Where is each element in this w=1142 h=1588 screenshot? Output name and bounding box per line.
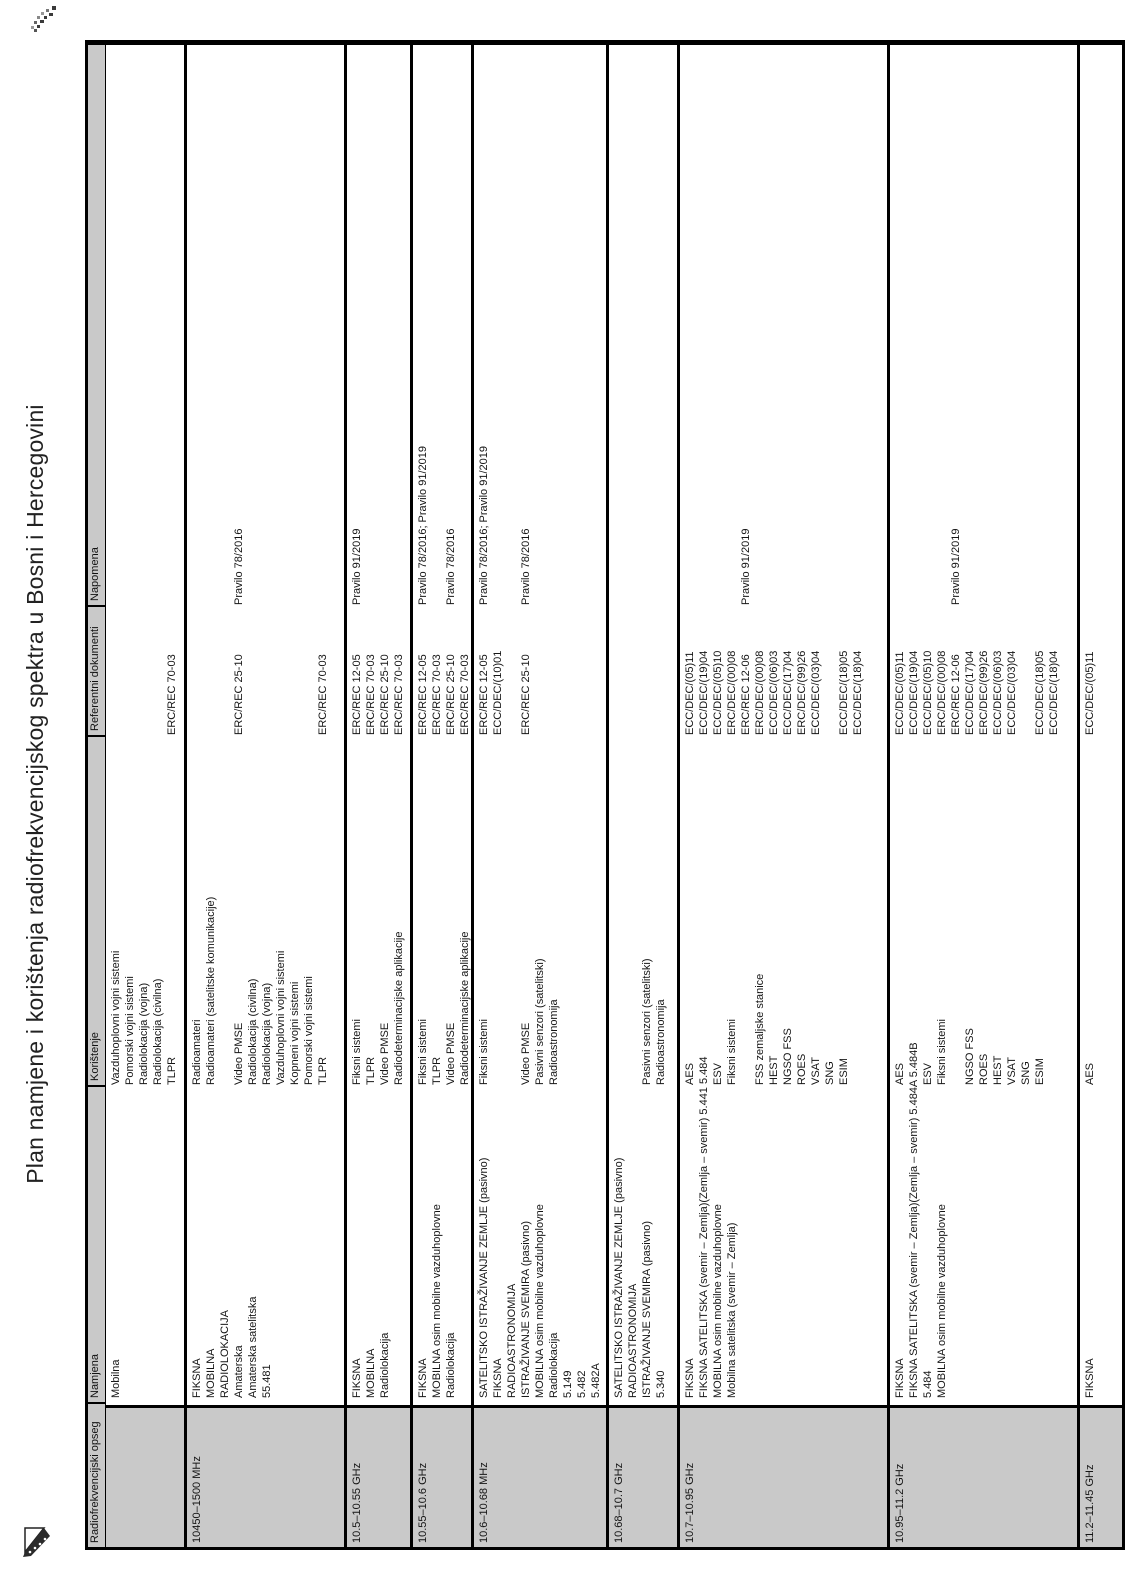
referentni-line: ERC/REC 12-05 bbox=[478, 654, 490, 735]
referentni-line: ERC/DEC/(99)26 bbox=[796, 650, 808, 735]
koristenje-line: FSS zemaljske stanice bbox=[754, 973, 766, 1085]
namjena-line: 5.482 bbox=[576, 1370, 588, 1398]
napomena-line bbox=[907, 45, 921, 605]
table-row bbox=[677, 45, 887, 1547]
referentni-line bbox=[302, 605, 316, 735]
table-row bbox=[106, 45, 184, 1547]
referentni-line bbox=[246, 605, 260, 735]
napomena-line: Pravilo 78/2016 bbox=[233, 528, 245, 605]
koristenje-line: Video PMSE bbox=[445, 1022, 457, 1085]
napomena-line bbox=[491, 45, 505, 605]
napomena-line bbox=[505, 45, 519, 605]
koristenje-line: Radioamateri (satelitske komunikacije) bbox=[205, 896, 217, 1085]
napomena-line bbox=[218, 45, 232, 605]
namjena-line: FIKSNA bbox=[492, 1358, 504, 1398]
referentni-line: ECC/DEC/(03)04 bbox=[810, 650, 822, 735]
referentni-line bbox=[274, 605, 288, 735]
table-row bbox=[1077, 45, 1122, 1547]
koristenje-cell bbox=[1080, 735, 1122, 1085]
koristenje-line bbox=[697, 735, 711, 1085]
koristenje-line: Video PMSE bbox=[520, 1022, 532, 1085]
koristenje-line: Fiksni sistemi bbox=[936, 1018, 948, 1085]
referentni-cell bbox=[347, 605, 410, 735]
napomena-line bbox=[725, 45, 739, 605]
referentni-line bbox=[109, 605, 123, 735]
koristenje-line: TLPR bbox=[317, 1056, 329, 1085]
namjena-cell bbox=[609, 1085, 677, 1398]
koristenje-line bbox=[626, 735, 640, 1085]
referentni-line: ERC/REC 12-06 bbox=[740, 654, 752, 735]
referentni-cell bbox=[1080, 605, 1122, 735]
referentni-line: ECC/DEC/(19)04 bbox=[698, 650, 710, 735]
referentni-cell bbox=[413, 605, 471, 735]
namjena-line: 5.484 bbox=[922, 1370, 934, 1398]
koristenje-cell bbox=[474, 735, 606, 1085]
namjena-line: ISTRAŽIVANJE SVEMIRA (pasivno) bbox=[520, 1220, 532, 1398]
koristenje-line: Kopneni vojni sistemi bbox=[289, 981, 301, 1085]
namjena-line: 5.482A bbox=[590, 1363, 602, 1398]
table-header-row bbox=[88, 45, 106, 1547]
header-referentni-column: Referentni dokumenti bbox=[88, 605, 105, 735]
namjena-cell bbox=[347, 1085, 410, 1398]
koristenje-line: ESV bbox=[922, 1062, 934, 1085]
namjena-line: FIKSNA bbox=[351, 1358, 363, 1398]
koristenje-line: Radioastronomija bbox=[548, 999, 560, 1085]
referentni-line: ECC/DEC/(03)04 bbox=[1006, 650, 1018, 735]
koristenje-line: Radioastronomija bbox=[655, 999, 667, 1085]
referentni-cell bbox=[474, 605, 606, 735]
namjena-line: Amaterska bbox=[233, 1345, 245, 1398]
koristenje-line: ESIM bbox=[838, 1058, 850, 1085]
band-cell bbox=[106, 1405, 184, 1547]
napomena-cell bbox=[474, 45, 606, 605]
namjena-line: 55.481 bbox=[261, 1364, 273, 1398]
koristenje-line: Vazduhoplovni vojni sistemi bbox=[110, 950, 122, 1085]
referentni-line: ECC/DEC/(05)10 bbox=[712, 650, 724, 735]
koristenje-line: ESV bbox=[712, 1062, 724, 1085]
namjena-line: MOBILNA osim mobilne vazduhoplovne bbox=[936, 1204, 948, 1398]
koristenje-line: Radioamateri bbox=[191, 1019, 203, 1085]
referentni-line bbox=[123, 605, 137, 735]
band-label bbox=[109, 1408, 123, 1543]
band-label: 10.68–10.7 GHz bbox=[613, 1462, 625, 1543]
namjena-line: FIKSNA SATELITSKA (svemir – Zemlja)(Zemlja – svemir) 5.441 5.484 bbox=[698, 1056, 710, 1398]
referentni-line: ECC/DEC/(18)05 bbox=[838, 650, 850, 735]
koristenje-line: AES bbox=[1084, 1062, 1096, 1085]
band-cell bbox=[890, 1405, 1077, 1547]
namjena-line: MOBILNA osim mobilne vazduhoplovne bbox=[712, 1204, 724, 1398]
table-body bbox=[106, 45, 1122, 1547]
referentni-cell bbox=[106, 605, 184, 735]
referentni-line: ECC/DEC/(05)11 bbox=[894, 651, 906, 735]
napomena-cell bbox=[413, 45, 471, 605]
napomena-cell bbox=[609, 45, 677, 605]
koristenje-line: HEST bbox=[768, 1055, 780, 1085]
koristenje-line: Radiolokacija (civilna) bbox=[152, 978, 164, 1085]
namjena-line: ISTRAŽIVANJE SVEMIRA (pasivno) bbox=[641, 1220, 653, 1398]
referentni-line bbox=[823, 605, 837, 735]
namjena-line: FIKSNA bbox=[684, 1358, 696, 1398]
napomena-cell bbox=[680, 45, 887, 605]
band-cell bbox=[347, 1405, 410, 1547]
referentni-line: ECC/DEC/(18)04 bbox=[1048, 650, 1060, 735]
referentni-line: ERC/REC 25-10 bbox=[233, 654, 245, 735]
referentni-line: ERC/DEC/(00)08 bbox=[726, 650, 738, 735]
napomena-line bbox=[683, 45, 697, 605]
header-koristenje-column: Korištenje bbox=[88, 735, 105, 1085]
referentni-cell bbox=[890, 605, 1077, 735]
koristenje-line: Fiksni sistemi bbox=[726, 1018, 738, 1085]
namjena-line: Mobilna bbox=[110, 1359, 122, 1398]
koristenje-cell bbox=[890, 735, 1077, 1085]
napomena-line bbox=[893, 45, 907, 605]
table-row bbox=[471, 45, 606, 1547]
koristenje-line bbox=[505, 735, 519, 1085]
referentni-line bbox=[260, 605, 274, 735]
referentni-line: ECC/DEC/(10)01 bbox=[492, 650, 504, 735]
referentni-line: ERC/REC 70-03 bbox=[166, 654, 178, 735]
koristenje-cell bbox=[187, 735, 344, 1085]
referentni-line bbox=[288, 605, 302, 735]
koristenje-line: NGSO FSS bbox=[964, 1028, 976, 1085]
koristenje-line bbox=[907, 735, 921, 1085]
napomena-line bbox=[190, 45, 204, 605]
referentni-line bbox=[151, 605, 165, 735]
napomena-line bbox=[935, 45, 949, 605]
koristenje-line: ROES bbox=[978, 1053, 990, 1085]
napomena-cell bbox=[187, 45, 344, 605]
napomena-line: Pravilo 91/2019 bbox=[351, 528, 363, 605]
koristenje-line: TLPR bbox=[166, 1056, 178, 1085]
referentni-line: ECC/DEC/(05)11 bbox=[684, 651, 696, 735]
namjena-cell bbox=[187, 1085, 344, 1398]
table-row bbox=[410, 45, 471, 1547]
koristenje-line: Pomorski vojni sistemi bbox=[124, 976, 136, 1085]
namjena-line: RADIOASTRONOMIJA bbox=[506, 1283, 518, 1398]
speckle-artifact-icon bbox=[26, 2, 60, 39]
namjena-line: FIKSNA SATELITSKA (svemir – Zemlja)(Zemlja – svemir) 5.484A 5.484B bbox=[908, 1042, 920, 1398]
band-cell bbox=[474, 1405, 606, 1547]
namjena-line: RADIOLOKACIJA bbox=[219, 1309, 231, 1398]
namjena-line: 5.340 bbox=[655, 1370, 667, 1398]
koristenje-line bbox=[949, 735, 963, 1085]
header-namjena-column: Namjena bbox=[88, 1085, 105, 1402]
koristenje-line: Pasivni senzori (satelitski) bbox=[641, 958, 653, 1085]
table-row bbox=[606, 45, 677, 1547]
napomena-line: Pravilo 78/2016; Pravilo 91/2019 bbox=[417, 446, 429, 605]
napomena-line: Pravilo 91/2019 bbox=[740, 528, 752, 605]
koristenje-cell bbox=[413, 735, 471, 1085]
koristenje-line: SNG bbox=[824, 1061, 836, 1085]
koristenje-line: Pasivni senzori (satelitski) bbox=[534, 958, 546, 1085]
koristenje-line: Fiksni sistemi bbox=[417, 1018, 429, 1085]
namjena-line: Radiolokacija bbox=[548, 1332, 560, 1398]
referentni-line: ECC/DEC/(06)03 bbox=[992, 650, 1004, 735]
page-title: Plan namjene i korištenja radiofrekvencijskog spektra u Bosni i Hercegovini bbox=[22, 404, 48, 1184]
referentni-line: ERC/REC 70-03 bbox=[459, 654, 471, 735]
referentni-line: ERC/REC 12-05 bbox=[417, 654, 429, 735]
referentni-line: ECC/DEC/(05)10 bbox=[922, 650, 934, 735]
namjena-cell bbox=[106, 1085, 184, 1398]
referentni-line: ERC/REC 25-10 bbox=[445, 654, 457, 735]
koristenje-line: VSAT bbox=[1006, 1057, 1018, 1085]
namjena-line: SATELITSKO ISTRAŽIVANJE ZEMLJE (pasivno) bbox=[613, 1157, 625, 1398]
table-row bbox=[184, 45, 344, 1547]
namjena-line: Radiolokacija bbox=[445, 1332, 457, 1398]
koristenje-line: Fiksni sistemi bbox=[351, 1018, 363, 1085]
referentni-line: ERC/REC 25-10 bbox=[520, 654, 532, 735]
header-napomena-column: Napomena bbox=[89, 547, 101, 601]
koristenje-line: AES bbox=[894, 1062, 906, 1085]
referentni-cell bbox=[187, 605, 344, 735]
referentni-line bbox=[190, 605, 204, 735]
koristenje-line: Fiksni sistemi bbox=[478, 1018, 490, 1085]
koristenje-line: TLPR bbox=[431, 1056, 443, 1085]
band-label: 10.55–10.6 GHz bbox=[417, 1462, 429, 1543]
band-cell bbox=[680, 1405, 887, 1547]
table-row bbox=[344, 45, 410, 1547]
napomena-line bbox=[430, 45, 444, 605]
napomena-line: Pravilo 78/2016; Pravilo 91/2019 bbox=[478, 446, 490, 605]
koristenje-line: AES bbox=[684, 1062, 696, 1085]
band-label: 10450–1500 MHz bbox=[191, 1456, 203, 1543]
koristenje-line: Radiodeterminacijske aplikacije bbox=[459, 931, 471, 1085]
referentni-line bbox=[505, 605, 519, 735]
namjena-line: Amaterska satelitska bbox=[247, 1296, 259, 1398]
namjena-line: MOBILNA bbox=[205, 1348, 217, 1398]
koristenje-cell bbox=[609, 735, 677, 1085]
koristenje-line: TLPR bbox=[365, 1056, 377, 1085]
namjena-line: RADIOASTRONOMIJA bbox=[627, 1283, 639, 1398]
namjena-line: Mobilna satelitska (svemir – Zemlja) bbox=[726, 1222, 738, 1398]
referentni-line bbox=[204, 605, 218, 735]
band-label: 10.5–10.55 GHz bbox=[351, 1462, 363, 1543]
napomena-line: Pravilo 78/2016 bbox=[445, 528, 457, 605]
band-cell bbox=[1080, 1405, 1122, 1547]
band-label: 11.2–11.45 GHz bbox=[1084, 1464, 1096, 1543]
referentni-line: ERC/REC 12-06 bbox=[950, 654, 962, 735]
namjena-line: MOBILNA osim mobilne vazduhoplovne bbox=[534, 1204, 546, 1398]
namjena-line: FIKSNA bbox=[191, 1358, 203, 1398]
koristenje-line bbox=[491, 735, 505, 1085]
koristenje-cell bbox=[106, 735, 184, 1085]
koristenje-line: VSAT bbox=[810, 1057, 822, 1085]
koristenje-line: ESIM bbox=[1034, 1058, 1046, 1085]
namjena-cell bbox=[474, 1085, 606, 1398]
koristenje-cell bbox=[680, 735, 887, 1085]
referentni-line: ERC/REC 70-03 bbox=[365, 654, 377, 735]
koristenje-line: Video PMSE bbox=[233, 1022, 245, 1085]
referentni-line: ECC/DEC/(18)04 bbox=[852, 650, 864, 735]
napomena-cell bbox=[347, 45, 410, 605]
referentni-line: ECC/DEC/(18)05 bbox=[1034, 650, 1046, 735]
napomena-line bbox=[697, 45, 711, 605]
koristenje-line: Video PMSE bbox=[379, 1022, 391, 1085]
referentni-line bbox=[137, 605, 151, 735]
napomena-cell bbox=[890, 45, 1077, 605]
band-label: 10.7–10.95 GHz bbox=[684, 1462, 696, 1543]
referentni-line: ERC/DEC/(99)26 bbox=[978, 650, 990, 735]
koristenje-line: Vazduhoplovni vojni sistemi bbox=[275, 950, 287, 1085]
band-cell bbox=[413, 1405, 471, 1547]
koristenje-line: HEST bbox=[992, 1055, 1004, 1085]
namjena-cell bbox=[1080, 1085, 1122, 1398]
referentni-line: ERC/REC 70-03 bbox=[393, 654, 405, 735]
band-label: 10.95–11.2 GHz bbox=[894, 1463, 906, 1543]
koristenje-line: Radiolokacija (vojna) bbox=[261, 982, 273, 1085]
referentni-line: ECC/DEC/(06)03 bbox=[768, 650, 780, 735]
namjena-line: FIKSNA bbox=[894, 1358, 906, 1398]
band-cell bbox=[609, 1405, 677, 1547]
namjena-line: 5.149 bbox=[562, 1370, 574, 1398]
referentni-line: ECC/DEC/(17)04 bbox=[782, 650, 794, 735]
band-cell bbox=[187, 1405, 344, 1547]
koristenje-line bbox=[612, 735, 626, 1085]
referentni-line: ERC/DEC/(00)08 bbox=[936, 650, 948, 735]
koristenje-line: NGSO FSS bbox=[782, 1028, 794, 1085]
koristenje-line: Radiolokacija (civilna) bbox=[247, 978, 259, 1085]
napomena-line bbox=[921, 45, 935, 605]
napomena-cell bbox=[1080, 45, 1122, 605]
pencil-corner-icon bbox=[22, 1526, 52, 1565]
referentni-line: ERC/REC 12-05 bbox=[351, 654, 363, 735]
koristenje-line: ROES bbox=[796, 1053, 808, 1085]
namjena-line: SATELITSKO ISTRAŽIVANJE ZEMLJE (pasivno) bbox=[478, 1157, 490, 1398]
spectrum-allocation-table bbox=[85, 40, 1125, 1550]
referentni-line bbox=[218, 605, 232, 735]
koristenje-line: SNG bbox=[1020, 1061, 1032, 1085]
referentni-line: ERC/DEC/(00)08 bbox=[754, 650, 766, 735]
table-row bbox=[887, 45, 1077, 1547]
referentni-line: ECC/DEC/(05)11 bbox=[1084, 651, 1096, 735]
namjena-line: FIKSNA bbox=[1084, 1358, 1096, 1398]
referentni-cell bbox=[680, 605, 887, 735]
napomena-line bbox=[204, 45, 218, 605]
referentni-line: ERC/REC 70-03 bbox=[431, 654, 443, 735]
band-label: 10.6–10.68 MHz bbox=[478, 1462, 490, 1543]
header-band-column: Radiofrekvencijski opseg bbox=[88, 1402, 105, 1547]
referentni-cell bbox=[609, 605, 677, 735]
koristenje-line: Radiodeterminacijske aplikacije bbox=[393, 931, 405, 1085]
koristenje-line bbox=[739, 735, 753, 1085]
referentni-line: ERC/REC 25-10 bbox=[379, 654, 391, 735]
koristenje-line: Pomorski vojni sistemi bbox=[303, 976, 315, 1085]
namjena-cell bbox=[413, 1085, 471, 1398]
referentni-line: ECC/DEC/(17)04 bbox=[964, 650, 976, 735]
namjena-line: MOBILNA bbox=[365, 1348, 377, 1398]
napomena-line bbox=[711, 45, 725, 605]
referentni-line: ECC/DEC/(19)04 bbox=[908, 650, 920, 735]
koristenje-line: Radiolokacija (vojna) bbox=[138, 982, 150, 1085]
napomena-line: Pravilo 78/2016 bbox=[520, 528, 532, 605]
koristenje-cell bbox=[347, 735, 410, 1085]
namjena-line: Radiolokacija bbox=[379, 1332, 391, 1398]
koristenje-line bbox=[218, 735, 232, 1085]
napomena-cell bbox=[106, 45, 184, 605]
namjena-line: FIKSNA bbox=[417, 1358, 429, 1398]
referentni-line: ERC/REC 70-03 bbox=[317, 654, 329, 735]
namjena-line: MOBILNA osim mobilne vazduhoplovne bbox=[431, 1204, 443, 1398]
napomena-line: Pravilo 91/2019 bbox=[950, 528, 962, 605]
referentni-line bbox=[1019, 605, 1033, 735]
